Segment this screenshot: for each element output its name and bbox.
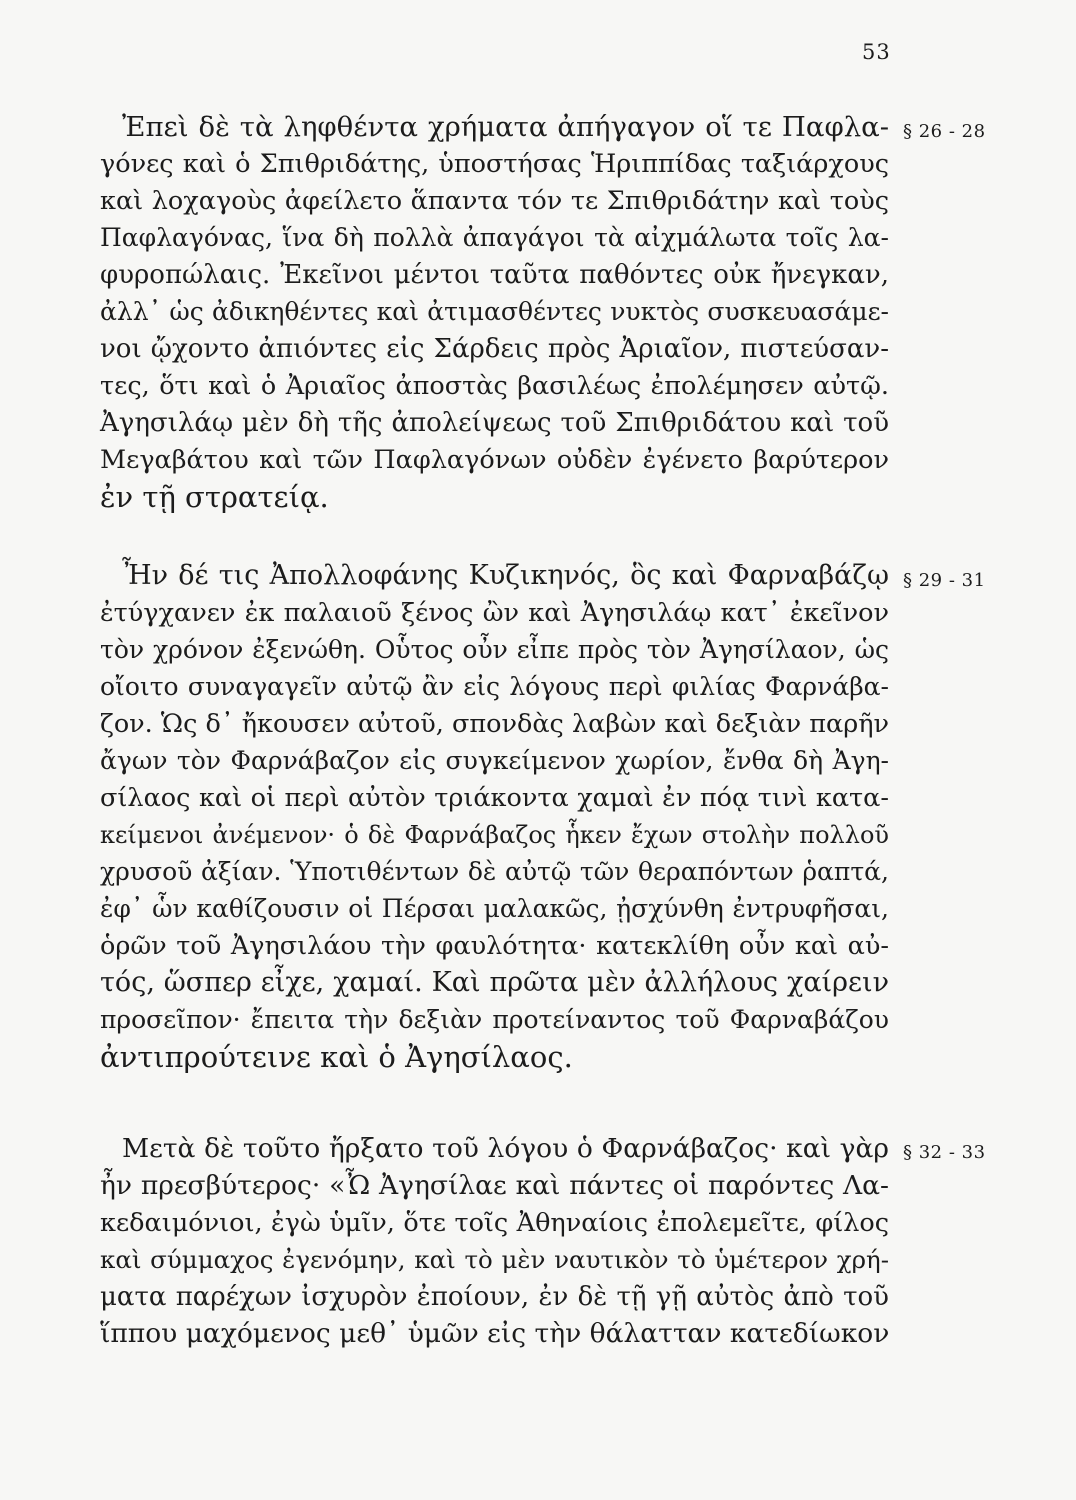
text-line: Ἀγησιλάῳ μὲν δὴ τῆς ἀπολείψεως τοῦ Σπιθριδάτου καὶ τοῦ: [100, 408, 889, 438]
text-line: γόνες καὶ ὁ Σπιθριδάτης, ὑποστήσας Ἡριππίδας ταξιάρχους: [100, 149, 889, 179]
text-line: ματα παρέχων ἰσχυρὸν ἐποίουν, ἐν δὲ τῇ γῇ αὐτὸς ἀπὸ τοῦ: [100, 1282, 889, 1312]
text-line: Μεγαβάτου καὶ τῶν Παφλαγόνων οὐδὲν ἐγένετο βαρύτερον: [100, 445, 889, 475]
text-line: σίλαος καὶ οἱ περὶ αὐτὸν τριάκοντα χαμαὶ ἐν πόᾳ τινὶ κατα-: [100, 783, 889, 813]
text-line: οἴοιτο συναγαγεῖν αὐτῷ ἂν εἰς λόγους περὶ φιλίας Φαρνάβα-: [100, 672, 889, 701]
text-line: προσεῖπον· ἔπειτα τὴν δεξιὰν προτείναντος τοῦ Φαρναβάζου: [100, 1005, 889, 1034]
text-line: ἦν πρεσβύτερος· «Ὦ Ἀγησίλαε καὶ πάντες οἱ παρόντες Λα-: [100, 1170, 889, 1201]
text-line: κείμενοι ἀνέμενον· ὁ δὲ Φαρνάβαζος ἧκεν ἔχων στολὴν πολλοῦ: [100, 821, 889, 849]
margin-section-ref: § 29 - 31: [903, 570, 986, 591]
text-line: τες, ὅτι καὶ ὁ Ἀριαῖος ἀποστὰς βασιλέως ἐπολέμησεν αὐτῷ.: [100, 371, 889, 401]
text-line: Ἐπεὶ δὲ τὰ ληφθέντα χρήματα ἀπήγαγον οἵ τε Παφλα-: [122, 111, 889, 143]
text-line: ἐτύγχανεν ἐκ παλαιοῦ ξένος ὢν καὶ Ἀγησιλάῳ κατ᾽ ἐκεῖνον: [100, 598, 889, 628]
text-line: ἵππου μαχόμενος μεθ᾽ ὑμῶν εἰς τὴν θάλατταν κατεδίωκον: [100, 1318, 890, 1349]
text-line: ἀντιπρούτεινε καὶ ὁ Ἀγησίλαος.: [100, 1040, 573, 1074]
text-line: ζον. Ὡς δ᾽ ἤκουσεν αὐτοῦ, σπονδὰς λαβὼν καὶ δεξιὰν παρῆν: [100, 709, 889, 739]
text-line: Ἦν δέ τις Ἀπολλοφάνης Κυζικηνός, ὃς καὶ Φαρναβάζῳ: [122, 560, 889, 591]
text-line: καὶ λοχαγοὺς ἀφείλετο ἅπαντα τόν τε Σπιθριδάτην καὶ τοὺς: [100, 186, 889, 216]
text-line: ἄγων τὸν Φαρνάβαζον εἰς συγκείμενον χωρίον, ἔνθα δὴ Ἀγη-: [100, 746, 889, 775]
text-line: καὶ σύμμαχος ἐγενόμην, καὶ τὸ μὲν ναυτικὸν τὸ ὑμέτερον χρή-: [100, 1245, 889, 1274]
text-line: ἐφ᾽ ὧν καθίζουσιν οἱ Πέρσαι μαλακῶς, ᾐσχύνθη ἐντρυφῆσαι,: [100, 894, 889, 923]
text-line: ὁρῶν τοῦ Ἀγησιλάου τὴν φαυλότητα· κατεκλίθη οὖν καὶ αὐ-: [100, 931, 889, 961]
page-number: 53: [862, 40, 891, 64]
text-line: νοι ᾤχοντο ἀπιόντες εἰς Σάρδεις πρὸς Ἀριαῖον, πιστεύσαν-: [100, 334, 889, 364]
text-line: ἀλλ᾽ ὡς ἀδικηθέντες καὶ ἀτιμασθέντες νυκτὸς συσκευασάμε-: [100, 297, 889, 326]
margin-section-ref: § 32 - 33: [903, 1142, 986, 1163]
text-line: Μετὰ δὲ τοῦτο ἤρξατο τοῦ λόγου ὁ Φαρνάβαζος· καὶ γὰρ: [122, 1133, 889, 1164]
text-line: τός, ὥσπερ εἶχε, χαμαί. Καὶ πρῶτα μὲν ἀλλήλους χαίρειν: [100, 967, 889, 998]
text-line: Παφλαγόνας, ἵνα δὴ πολλὰ ἀπαγάγοι τὰ αἰχμάλωτα τοῖς λα-: [100, 223, 889, 252]
text-line: χρυσοῦ ἀξίαν. Ὑποτιθέντων δὲ αὐτῷ τῶν θεραπόντων ῥαπτά,: [100, 857, 889, 886]
text-line: φυροπώλαις. Ἐκεῖνοι μέντοι ταῦτα παθόντες οὐκ ἤνεγκαν,: [100, 260, 889, 290]
margin-section-ref: § 26 - 28: [903, 121, 986, 142]
text-line: τὸν χρόνον ἐξενώθη. Οὗτος οὖν εἶπε πρὸς τὸν Ἀγησίλαον, ὡς: [100, 635, 889, 664]
text-line: ἐν τῇ στρατείᾳ.: [100, 480, 329, 514]
text-line: κεδαιμόνιοι, ἐγὼ ὑμῖν, ὅτε τοῖς Ἀθηναίοις ἐπολεμεῖτε, φίλος: [100, 1208, 889, 1238]
